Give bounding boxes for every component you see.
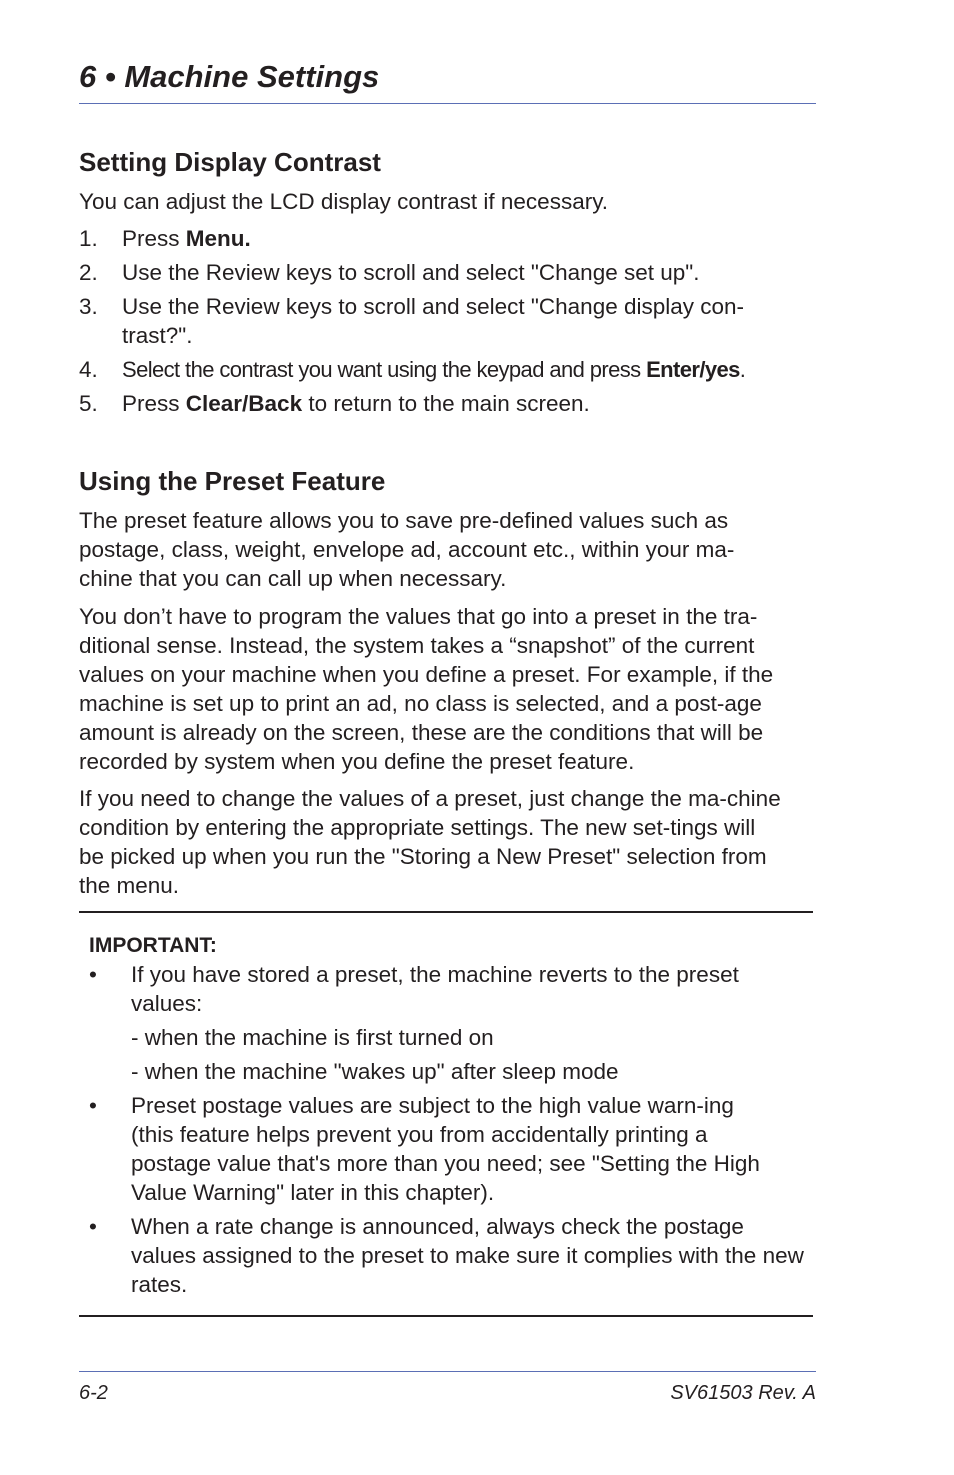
preset-paragraph-3: If you need to change the values of a preset, just change the ma-chine condition by entering the appropriate settings. The new set-tings will be picked up when you run the "Storing a New Preset" selection from the menu. — [79, 786, 781, 898]
step-3 — [79, 292, 779, 350]
important-label: IMPORTANT: — [89, 934, 217, 957]
step-2 — [79, 258, 819, 287]
preset-paragraph-2: You don’t have to program the values that go into a preset in the tra-ditional sense. Instead, the system takes a “snapshot” of the current values on your machine when you define a preset. For example, if the machine is set up to print an ad, no class is selected, and a post-age amount is already on the screen, these are the conditions that will be recorded by system when you define the preset feature. — [79, 604, 774, 774]
footer-divider — [79, 1371, 816, 1372]
step-number: 4. — [79, 357, 98, 382]
step-5 — [79, 389, 819, 418]
step-number: 2. — [79, 260, 98, 285]
step-text: Use the Review keys to scroll and select "Change display con-trast?". — [122, 294, 745, 348]
step-text: Use the Review keys to scroll and select "Change set up". — [122, 260, 700, 285]
important-bullet-3 — [89, 1212, 814, 1299]
bullet-text: When a rate change is announced, always check the postage values assigned to the preset to make sure it complies with the new rates. — [131, 1214, 804, 1297]
important-top-rule — [79, 911, 813, 913]
step-1 — [79, 224, 819, 253]
important-subitem-1: - when the machine is first turned on — [131, 1025, 494, 1050]
step-text: Press Menu. — [122, 226, 251, 251]
bullet-text: If you have stored a preset, the machine reverts to the preset values: — [131, 962, 739, 1016]
step-number: 3. — [79, 294, 98, 319]
step-4 — [79, 355, 819, 384]
section-heading-contrast: Setting Display Contrast — [79, 147, 381, 177]
step-number: 5. — [79, 391, 98, 416]
important-bullet-2 — [89, 1091, 779, 1207]
bullet-marker: • — [89, 962, 97, 987]
bullet-marker: • — [89, 1214, 97, 1239]
important-bullet-1 — [89, 960, 814, 1018]
step-text: Press Clear/Back to return to the main screen. — [122, 391, 590, 416]
bullet-text: Preset postage values are subject to the high value warn-ing (this feature helps prevent you from accidentally printing a postage value that's more than you need; see "Setting the High Value Warning" later in this chapter). — [131, 1093, 760, 1205]
page-number: 6-2 — [79, 1382, 108, 1404]
document-id: SV61503 Rev. A — [670, 1382, 816, 1404]
section-heading-preset: Using the Preset Feature — [79, 466, 386, 496]
bullet-marker: • — [89, 1093, 97, 1118]
header-divider — [79, 103, 816, 104]
step-text: Select the contrast you want using the keypad and press Enter/yes. — [122, 357, 746, 382]
important-bottom-rule — [79, 1315, 813, 1317]
step-number: 1. — [79, 226, 98, 251]
preset-paragraph-1: The preset feature allows you to save pre-defined values such as postage, class, weight, envelope ad, account etc., within your ma-chine that you can call up when necessary. — [79, 508, 735, 591]
chapter-title: 6 • Machine Settings — [79, 59, 380, 94]
contrast-intro: You can adjust the LCD display contrast if necessary. — [79, 189, 609, 214]
important-subitem-2: - when the machine "wakes up" after sleep mode — [131, 1059, 619, 1084]
